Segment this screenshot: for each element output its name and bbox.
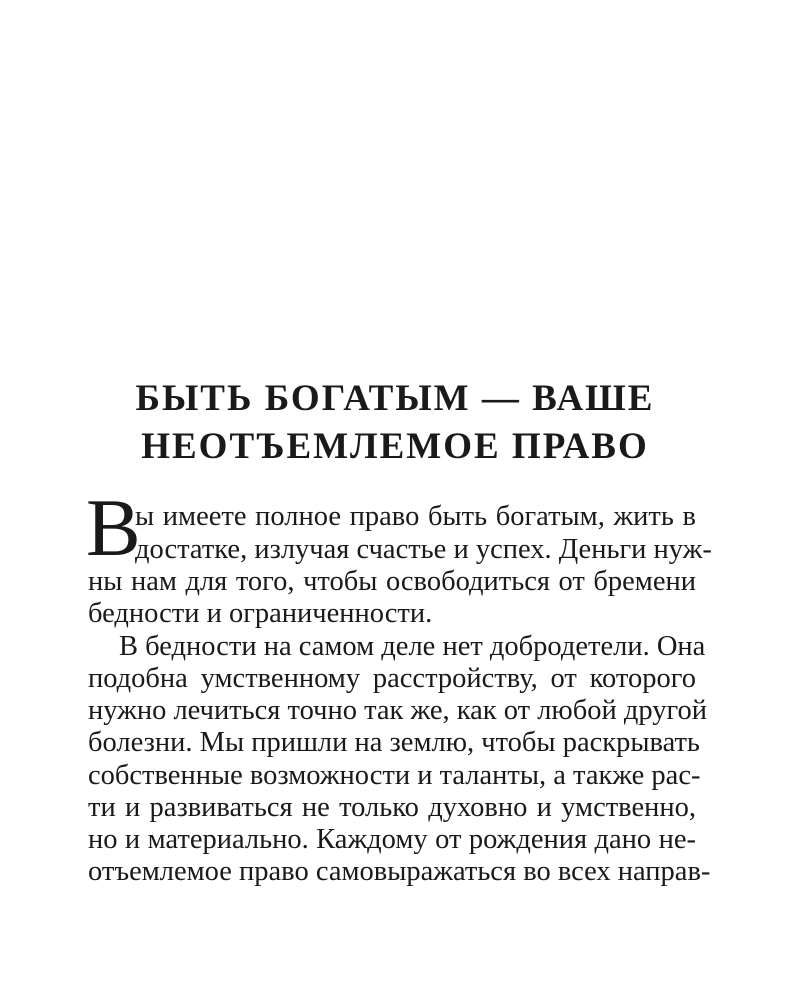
drop-cap-letter: В [86,482,141,573]
chapter-title-line-1: БЫТЬ БОГАТЫМ — ВАШЕ [135,378,655,419]
paragraph-line: достатке, излучая счастье и успех. Деньги нуж- [135,534,712,565]
paragraph-line: отъемлемое право самовыражаться во всех направ- [88,856,711,887]
paragraph-line: ти и развиваться не только духовно и умственно, [88,792,696,823]
paragraph-line: подобна умственному расстройству, от которого [88,663,696,694]
paragraph-line: бедности и ограниченности. [88,598,433,629]
paragraph-line: В бедности на самом деле нет добродетели. Она [119,631,706,662]
paragraph-line: нужно лечиться точно так же, как от любой другой [88,695,707,726]
chapter-title-line-2: НЕОТЪЕМЛЕМОЕ ПРАВО [141,426,649,467]
paragraph-line: ны нам для того, чтобы освободиться от бремени [88,566,696,597]
paragraph-line: собственные возможности и таланты, а также рас- [88,760,701,791]
paragraph-line: но и материально. Каждому от рождения дано не- [88,824,696,855]
paragraph-line: ы имеете полное право быть богатым, жить в [135,501,696,532]
paragraph-line: болезни. Мы пришли на землю, чтобы раскрывать [88,727,700,758]
